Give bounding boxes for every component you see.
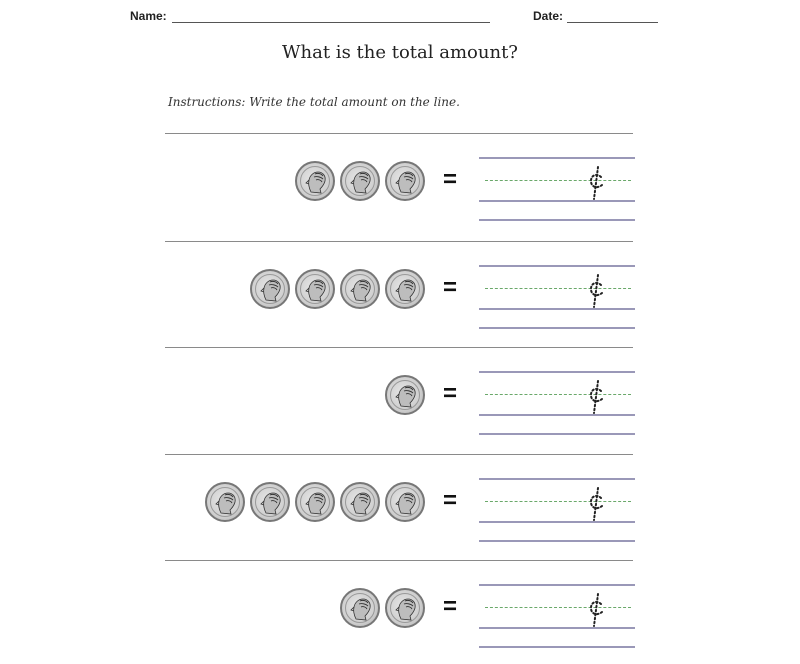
dime-icon <box>340 482 380 522</box>
coin-group <box>250 269 425 309</box>
dime-icon <box>340 161 380 201</box>
name-field[interactable] <box>172 22 490 23</box>
equals-sign: = <box>443 487 458 514</box>
bottom-line <box>479 219 635 221</box>
answer-writing-lines[interactable] <box>479 458 635 558</box>
top-line <box>479 584 635 586</box>
row-separator <box>165 241 633 242</box>
top-line <box>479 371 635 373</box>
dime-icon <box>340 269 380 309</box>
problem-row <box>165 458 635 558</box>
problem-row <box>165 351 635 451</box>
worksheet-title: What is the total amount? <box>282 42 518 63</box>
dime-icon <box>385 161 425 201</box>
cent-symbol-icon <box>583 271 609 311</box>
cent-symbol-icon <box>583 377 609 417</box>
top-line <box>479 478 635 480</box>
equals-sign: = <box>443 380 458 407</box>
dime-icon <box>295 269 335 309</box>
coin-group <box>385 375 425 415</box>
midline-dashed <box>485 607 631 608</box>
date-field[interactable] <box>567 22 658 23</box>
bottom-line <box>479 433 635 435</box>
coin-group <box>295 161 425 201</box>
equals-sign: = <box>443 593 458 620</box>
date-label: Date: <box>533 9 564 23</box>
bottom-line <box>479 540 635 542</box>
problem-row <box>165 245 635 345</box>
top-line <box>479 265 635 267</box>
cent-symbol-icon <box>583 484 609 524</box>
base-line <box>479 521 635 523</box>
dime-icon <box>205 482 245 522</box>
midline-dashed <box>485 288 631 289</box>
cent-symbol-icon <box>583 590 609 630</box>
row-separator <box>165 454 633 455</box>
answer-writing-lines[interactable] <box>479 137 635 237</box>
dime-icon <box>385 269 425 309</box>
row-separator <box>165 133 633 134</box>
base-line <box>479 308 635 310</box>
midline-dashed <box>485 501 631 502</box>
base-line <box>479 627 635 629</box>
answer-writing-lines[interactable] <box>479 564 635 664</box>
base-line <box>479 414 635 416</box>
dime-icon <box>250 482 290 522</box>
coin-group <box>205 482 425 522</box>
dime-icon <box>385 482 425 522</box>
midline-dashed <box>485 180 631 181</box>
bottom-line <box>479 327 635 329</box>
row-separator <box>165 347 633 348</box>
dime-icon <box>340 588 380 628</box>
answer-writing-lines[interactable] <box>479 245 635 345</box>
dime-icon <box>385 588 425 628</box>
midline-dashed <box>485 394 631 395</box>
answer-writing-lines[interactable] <box>479 351 635 451</box>
dime-icon <box>295 161 335 201</box>
row-separator <box>165 560 633 561</box>
worksheet-header <box>0 8 800 28</box>
problem-row <box>165 137 635 237</box>
equals-sign: = <box>443 274 458 301</box>
base-line <box>479 200 635 202</box>
top-line <box>479 157 635 159</box>
dime-icon <box>295 482 335 522</box>
equals-sign: = <box>443 166 458 193</box>
cent-symbol-icon <box>583 163 609 203</box>
instructions-text: Instructions: Write the total amount on the line. <box>168 95 460 109</box>
name-label: Name: <box>130 9 167 23</box>
dime-icon <box>385 375 425 415</box>
problem-row <box>165 564 635 664</box>
coin-group <box>340 588 425 628</box>
dime-icon <box>250 269 290 309</box>
bottom-line <box>479 646 635 648</box>
